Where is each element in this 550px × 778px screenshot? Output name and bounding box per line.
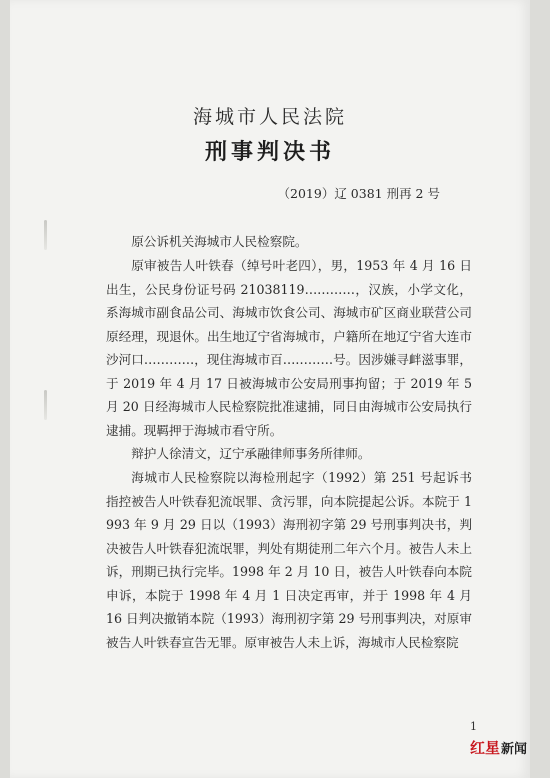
paragraph-defendant: 原审被告人叶铁春（绰号叶老四），男，1953 年 4 月 16 日出生，公民身份证号码 21038119…………，汉族，小学文化，系海城市副食品公司、海城市饮食公司、海城市矿区商业联营公司原经理，现退休。出生地辽宁省海城市，户籍所在地辽宁省大连市沙河口…………，现住海城市百…………号。因涉嫌寻衅滋事罪，于 2019 年 4 月 17 日被海城市公安局刑事拘留；于 2019 年 5 月 20 日经海城市人民检察院批准逮捕，同日由海城市公安局执行逮捕。现羁押于海城市看守所。 <box>106 258 472 438</box>
binding-hole <box>44 390 47 420</box>
paragraph-case-history: 海城市人民检察院以海检刑起字（1992）第 251 号起诉书指控被告人叶铁春犯流氓罪、贪污罪，向本院提起公诉。本院于 1993 年 9 月 29 日以（1993）海刑初字第 29 号刑事判决书，判决被告人叶铁春犯流氓罪，判处有期徒刑二年六个月。被告人未上诉，刑期已执行完毕。1998 年 2 月 10 日，被告人叶铁春向本院申诉，本院于 1998 年 4 月 1 日决定再审，并于 1998 年 4 月 16 日判决撤销本院（1993）海刑初字第 29 号刑事判决，对原审被告人叶铁春宣告无罪。原审被告人未上诉，海城市人民检察院 <box>106 470 472 650</box>
document-title: 刑事判决书 <box>204 139 335 165</box>
paragraph-defense-counsel: 辩护人徐清文，辽宁承融律师事务所律师。 <box>131 446 371 461</box>
document-page <box>10 0 530 778</box>
page-number: 1 <box>470 720 477 733</box>
document-body <box>106 230 472 654</box>
news-watermark-logo <box>470 737 527 758</box>
paragraph-prosecutor: 原公诉机关海城市人民检察院。 <box>131 234 308 249</box>
court-name: 海城市人民法院 <box>192 106 347 128</box>
binding-hole <box>44 220 47 250</box>
brand-mark: 红星 <box>470 739 501 757</box>
brand-word: 新闻 <box>501 742 528 757</box>
case-number: （2019）辽 0381 刑再 2 号 <box>277 186 440 201</box>
